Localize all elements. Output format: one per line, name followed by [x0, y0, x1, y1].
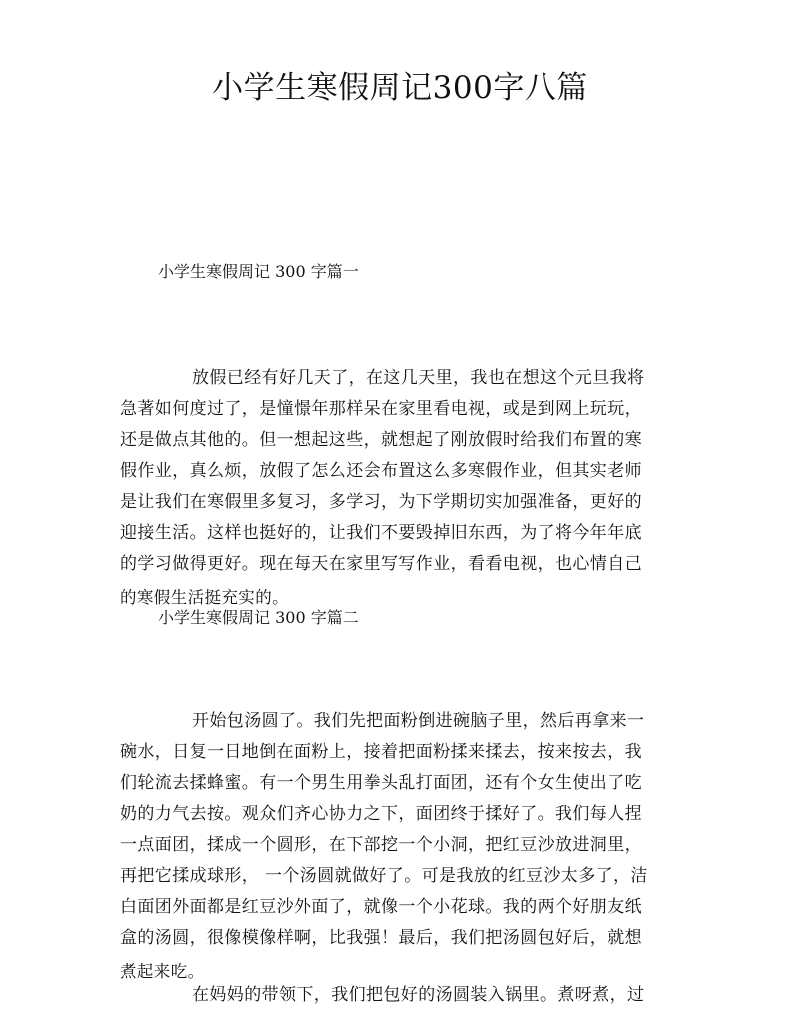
paragraph-line: 假作业，真么烦，放假了怎么还会布置这么多寒假作业，但其实老师	[120, 461, 642, 481]
section-heading-1: 小学生寒假周记 300 字篇一	[158, 262, 359, 281]
paragraph-line: 煮起来吃。	[120, 962, 205, 981]
document-title: 小学生寒假周记300字八篇	[212, 70, 588, 106]
paragraph-line: 一点面团，揉成一个圆形，在下部挖一个小洞，把红豆沙放进洞里，	[120, 835, 642, 855]
section-1-paragraph	[120, 363, 680, 613]
paragraph-line: 的学习做得更好。现在每天在家里写写作业，看看电视，也心情自己	[120, 554, 642, 574]
paragraph-line: 盒的汤圆，很像模像样啊，比我强！最后，我们把汤圆包好后，就想	[120, 928, 642, 948]
paragraph-line: 在妈妈的带领下，我们把包好的汤圆装入锅里。煮呀煮，过	[192, 985, 645, 1005]
paragraph-line: 迎接生活。这样也挺好的，让我们不要毁掉旧东西，为了将今年年底	[120, 523, 642, 543]
paragraph-line: 们轮流去揉蜂蜜。有一个男生用拳头乱打面团，还有个女生使出了吃	[120, 773, 642, 793]
paragraph-line: 是让我们在寒假里多复习，多学习，为下学期切实加强准备，更好的	[120, 492, 642, 512]
section-2-paragraph	[120, 706, 680, 987]
paragraph-line: 奶的力气去按。观众们齐心协力之下，面团终于揉好了。我们每人捏	[120, 804, 642, 824]
paragraph-line: 白面团外面都是红豆沙外面了，就像一个小花球。我的两个好朋友纸	[120, 897, 642, 917]
section-2-next-paragraph	[120, 980, 680, 1011]
paragraph-line: 的寒假生活挺充实的。	[120, 588, 289, 607]
paragraph-line: 急著如何度过了，是憧憬年那样呆在家里看电视，或是到网上玩玩，	[120, 399, 642, 419]
paragraph-line: 开始包汤圆了。我们先把面粉倒进碗脑子里，然后再拿来一	[192, 711, 645, 731]
section-heading-2: 小学生寒假周记 300 字篇二	[158, 608, 359, 627]
paragraph-line: 再把它揉成球形， 一个汤圆就做好了。可是我放的红豆沙太多了，洁	[120, 866, 648, 886]
paragraph-line: 还是做点其他的。但一想起这些，就想起了刚放假时给我们布置的寒	[120, 430, 642, 450]
paragraph-line: 放假已经有好几天了，在这几天里，我也在想这个元旦我将	[192, 368, 645, 388]
paragraph-line: 碗水，日复一日地倒在面粉上，接着把面粉揉来揉去，按来按去，我	[120, 742, 642, 762]
